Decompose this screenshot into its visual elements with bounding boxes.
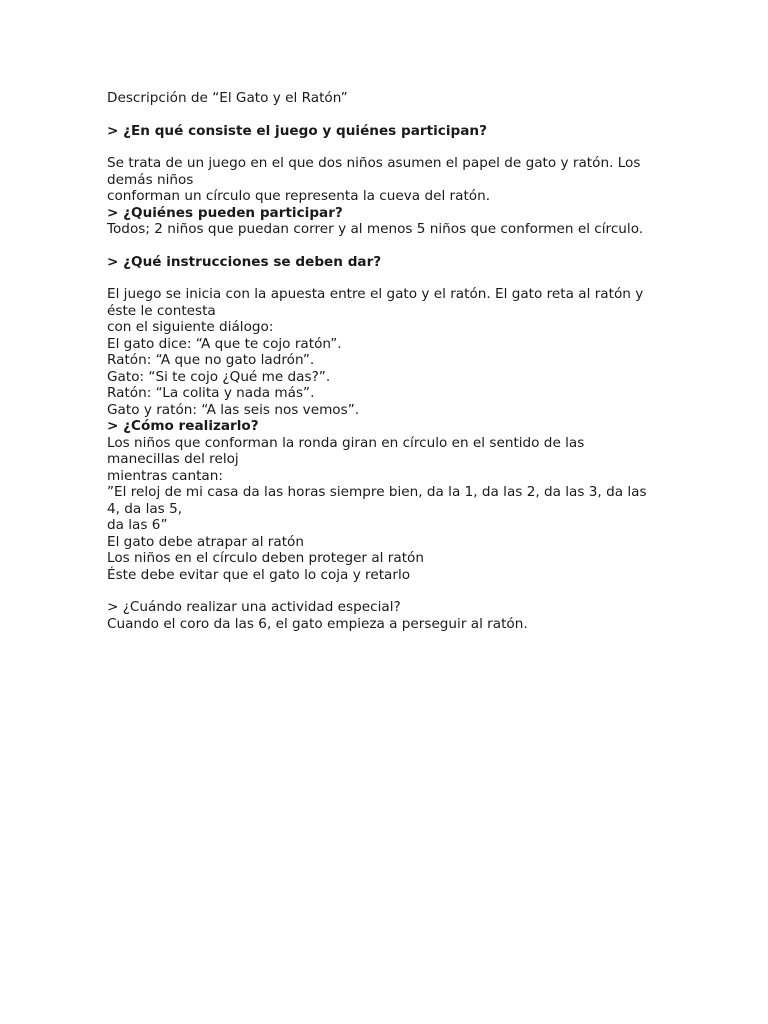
paragraph-line: Éste debe evitar que el gato lo coja y retarlo <box>107 566 411 583</box>
song-line: 4, da las 5, <box>107 500 183 517</box>
paragraph-line: Los niños en el círculo deben proteger al ratón <box>107 550 424 566</box>
question-heading-5: > ¿Cuándo realizar una actividad especial? <box>107 599 401 615</box>
paragraph-line: Los niños que conforman la ronda giran en círculo en el sentido de las <box>107 434 585 451</box>
document-page <box>107 90 667 632</box>
spacer <box>107 107 667 123</box>
question-heading-2: > ¿Quiénes pueden participar? <box>107 204 343 221</box>
dialogue-line: Gato: “Si te cojo ¿Qué me das?”. <box>107 368 331 385</box>
dialogue-line: Gato y ratón: “A las seis nos vemos”. <box>107 401 360 418</box>
paragraph-line: éste le contesta <box>107 302 216 319</box>
paragraph-line: Se trata de un juego en el que dos niños asumen el papel de gato y ratón. Los <box>107 155 641 171</box>
dialogue-line: Ratón: “La colita y nada más”. <box>107 385 315 401</box>
question-heading-1: > ¿En qué consiste el juego y quiénes participan? <box>107 122 487 139</box>
paragraph-line: El juego se inicia con la apuesta entre el gato y el ratón. El gato reta al ratón y <box>107 286 644 302</box>
spacer <box>107 238 667 254</box>
question-heading-3: > ¿Qué instrucciones se deben dar? <box>107 253 382 270</box>
paragraph-line: conforman un círculo que representa la cueva del ratón. <box>107 188 491 204</box>
paragraph-line: mientras cantan: <box>107 467 223 484</box>
document-title: Descripción de “El Gato y el Ratón” <box>107 90 348 106</box>
paragraph-line: con el siguiente diálogo: <box>107 319 274 335</box>
spacer <box>107 270 667 286</box>
paragraph-line: manecillas del reloj <box>107 451 239 467</box>
paragraph-line: El gato debe atrapar al ratón <box>107 533 304 550</box>
song-line: da las 6” <box>107 517 168 533</box>
question-heading-4: > ¿Cómo realizarlo? <box>107 418 259 434</box>
dialogue-line: Ratón: “A que no gato ladrón”. <box>107 352 315 368</box>
paragraph-line: demás niños <box>107 171 194 188</box>
spacer <box>107 139 667 155</box>
paragraph-line: Todos; 2 niños que puedan correr y al menos 5 niños que conformen el círculo. <box>107 221 644 237</box>
dialogue-line: El gato dice: “A que te cojo ratón”. <box>107 335 342 352</box>
spacer <box>107 583 667 599</box>
song-line: ”El reloj de mi casa da las horas siempre bien, da la 1, da las 2, da las 3, da las <box>107 484 647 500</box>
paragraph-line: Cuando el coro da las 6, el gato empieza a perseguir al ratón. <box>107 615 528 632</box>
